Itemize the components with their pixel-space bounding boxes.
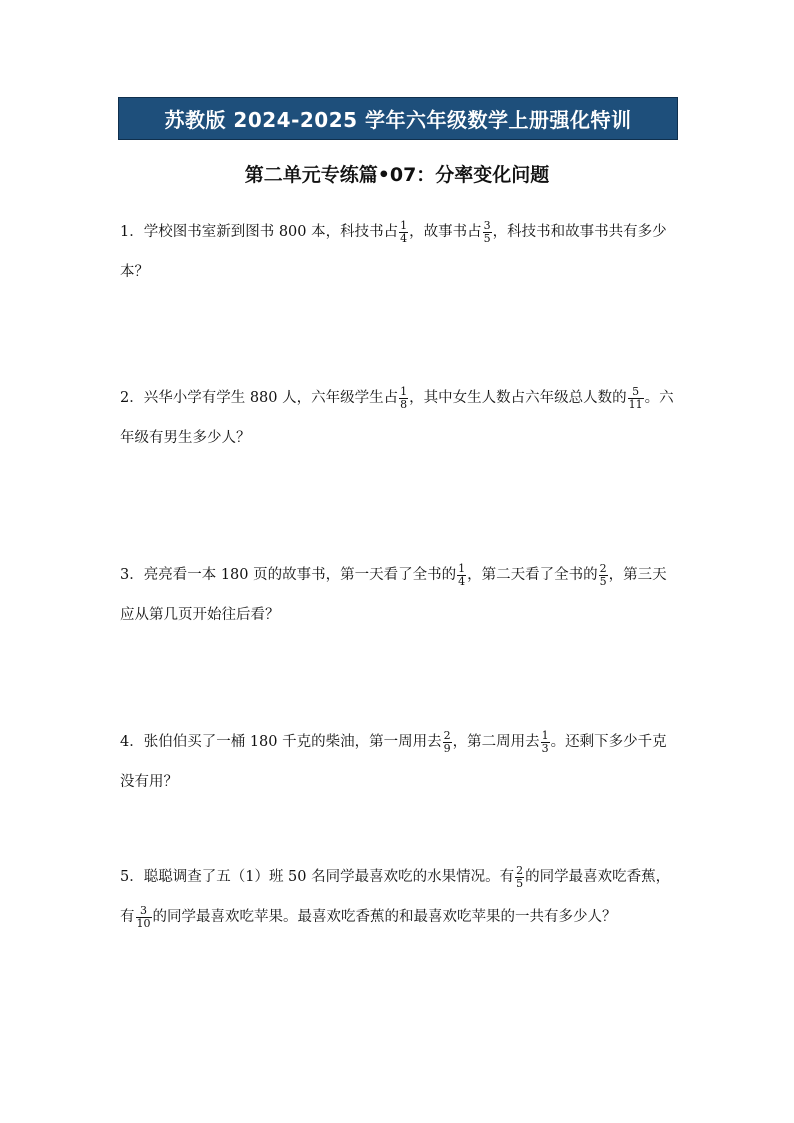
question-text: 。六年级有男生多少人？ <box>120 390 674 446</box>
fraction-numerator: 5 <box>628 386 644 399</box>
question-text: ，科技书和故事书共有多少本？ <box>120 224 667 280</box>
fraction <box>136 905 152 930</box>
fraction-numerator: 3 <box>483 218 491 232</box>
fraction-denominator: 3 <box>541 741 549 755</box>
fraction-numerator: 2 <box>599 561 607 575</box>
question-text: 。还剩下多少千克没有用？ <box>120 734 667 790</box>
fraction <box>443 730 452 755</box>
fraction <box>399 220 408 245</box>
fraction-denominator: 4 <box>458 574 466 588</box>
question-text: 2．兴华小学有学生 880 人，六年级学生占 <box>120 390 399 406</box>
fraction <box>541 730 550 755</box>
question-text: ，第二周用去 <box>452 734 540 750</box>
question-4 <box>120 722 680 802</box>
question-5 <box>120 857 680 937</box>
banner-title: 苏教版 2024-2025 学年六年级数学上册强化特训 <box>164 108 632 132</box>
fraction-denominator: 11 <box>628 397 643 411</box>
question-text: 4．张伯伯买了一桶 180 千克的柴油，第一周用去 <box>120 734 442 750</box>
question-2 <box>120 378 680 458</box>
question-3 <box>120 555 680 635</box>
title-banner <box>118 97 678 140</box>
fraction-denominator: 5 <box>516 876 524 890</box>
question-text: 3．亮亮看一本 180 页的故事书，第一天看了全书的 <box>120 567 457 583</box>
fraction <box>399 386 408 411</box>
question-1 <box>120 212 680 292</box>
question-text: 5．聪聪调查了五（1）班 50 名同学最喜欢吃的水果情况。有 <box>120 869 515 885</box>
fraction-numerator: 1 <box>458 561 466 575</box>
fraction-denominator: 5 <box>483 231 491 245</box>
fraction-denominator: 9 <box>443 741 451 755</box>
question-text: 的同学最喜欢吃苹果。最喜欢吃香蕉的和最喜欢吃苹果的一共有多少人？ <box>152 909 617 925</box>
fraction <box>599 563 608 588</box>
fraction-denominator: 8 <box>400 397 408 411</box>
fraction-numerator: 1 <box>400 218 408 232</box>
fraction <box>628 386 644 411</box>
fraction-denominator: 5 <box>599 574 607 588</box>
fraction <box>483 220 492 245</box>
fraction-denominator: 4 <box>400 231 408 245</box>
section-subtitle: 第二单元专练篇•07：分率变化问题 <box>244 164 550 186</box>
question-text: 的同学最喜欢吃香蕉，有 <box>120 869 671 925</box>
question-text: ，其中女生人数占六年级总人数的 <box>409 390 627 406</box>
fraction-numerator: 1 <box>541 728 549 742</box>
question-text: ，故事书占 <box>409 224 482 240</box>
question-text: 1．学校图书室新到图书 800 本，科技书占 <box>120 224 399 240</box>
fraction-denominator: 10 <box>136 916 151 930</box>
question-text: ，第三天应从第几页开始往后看？ <box>120 567 667 623</box>
fraction-numerator: 3 <box>136 905 152 918</box>
fraction-numerator: 2 <box>443 728 451 742</box>
fraction <box>457 563 466 588</box>
fraction-numerator: 1 <box>400 384 408 398</box>
fraction-numerator: 2 <box>516 863 524 877</box>
fraction <box>515 865 524 890</box>
question-text: ，第二天看了全书的 <box>467 567 598 583</box>
